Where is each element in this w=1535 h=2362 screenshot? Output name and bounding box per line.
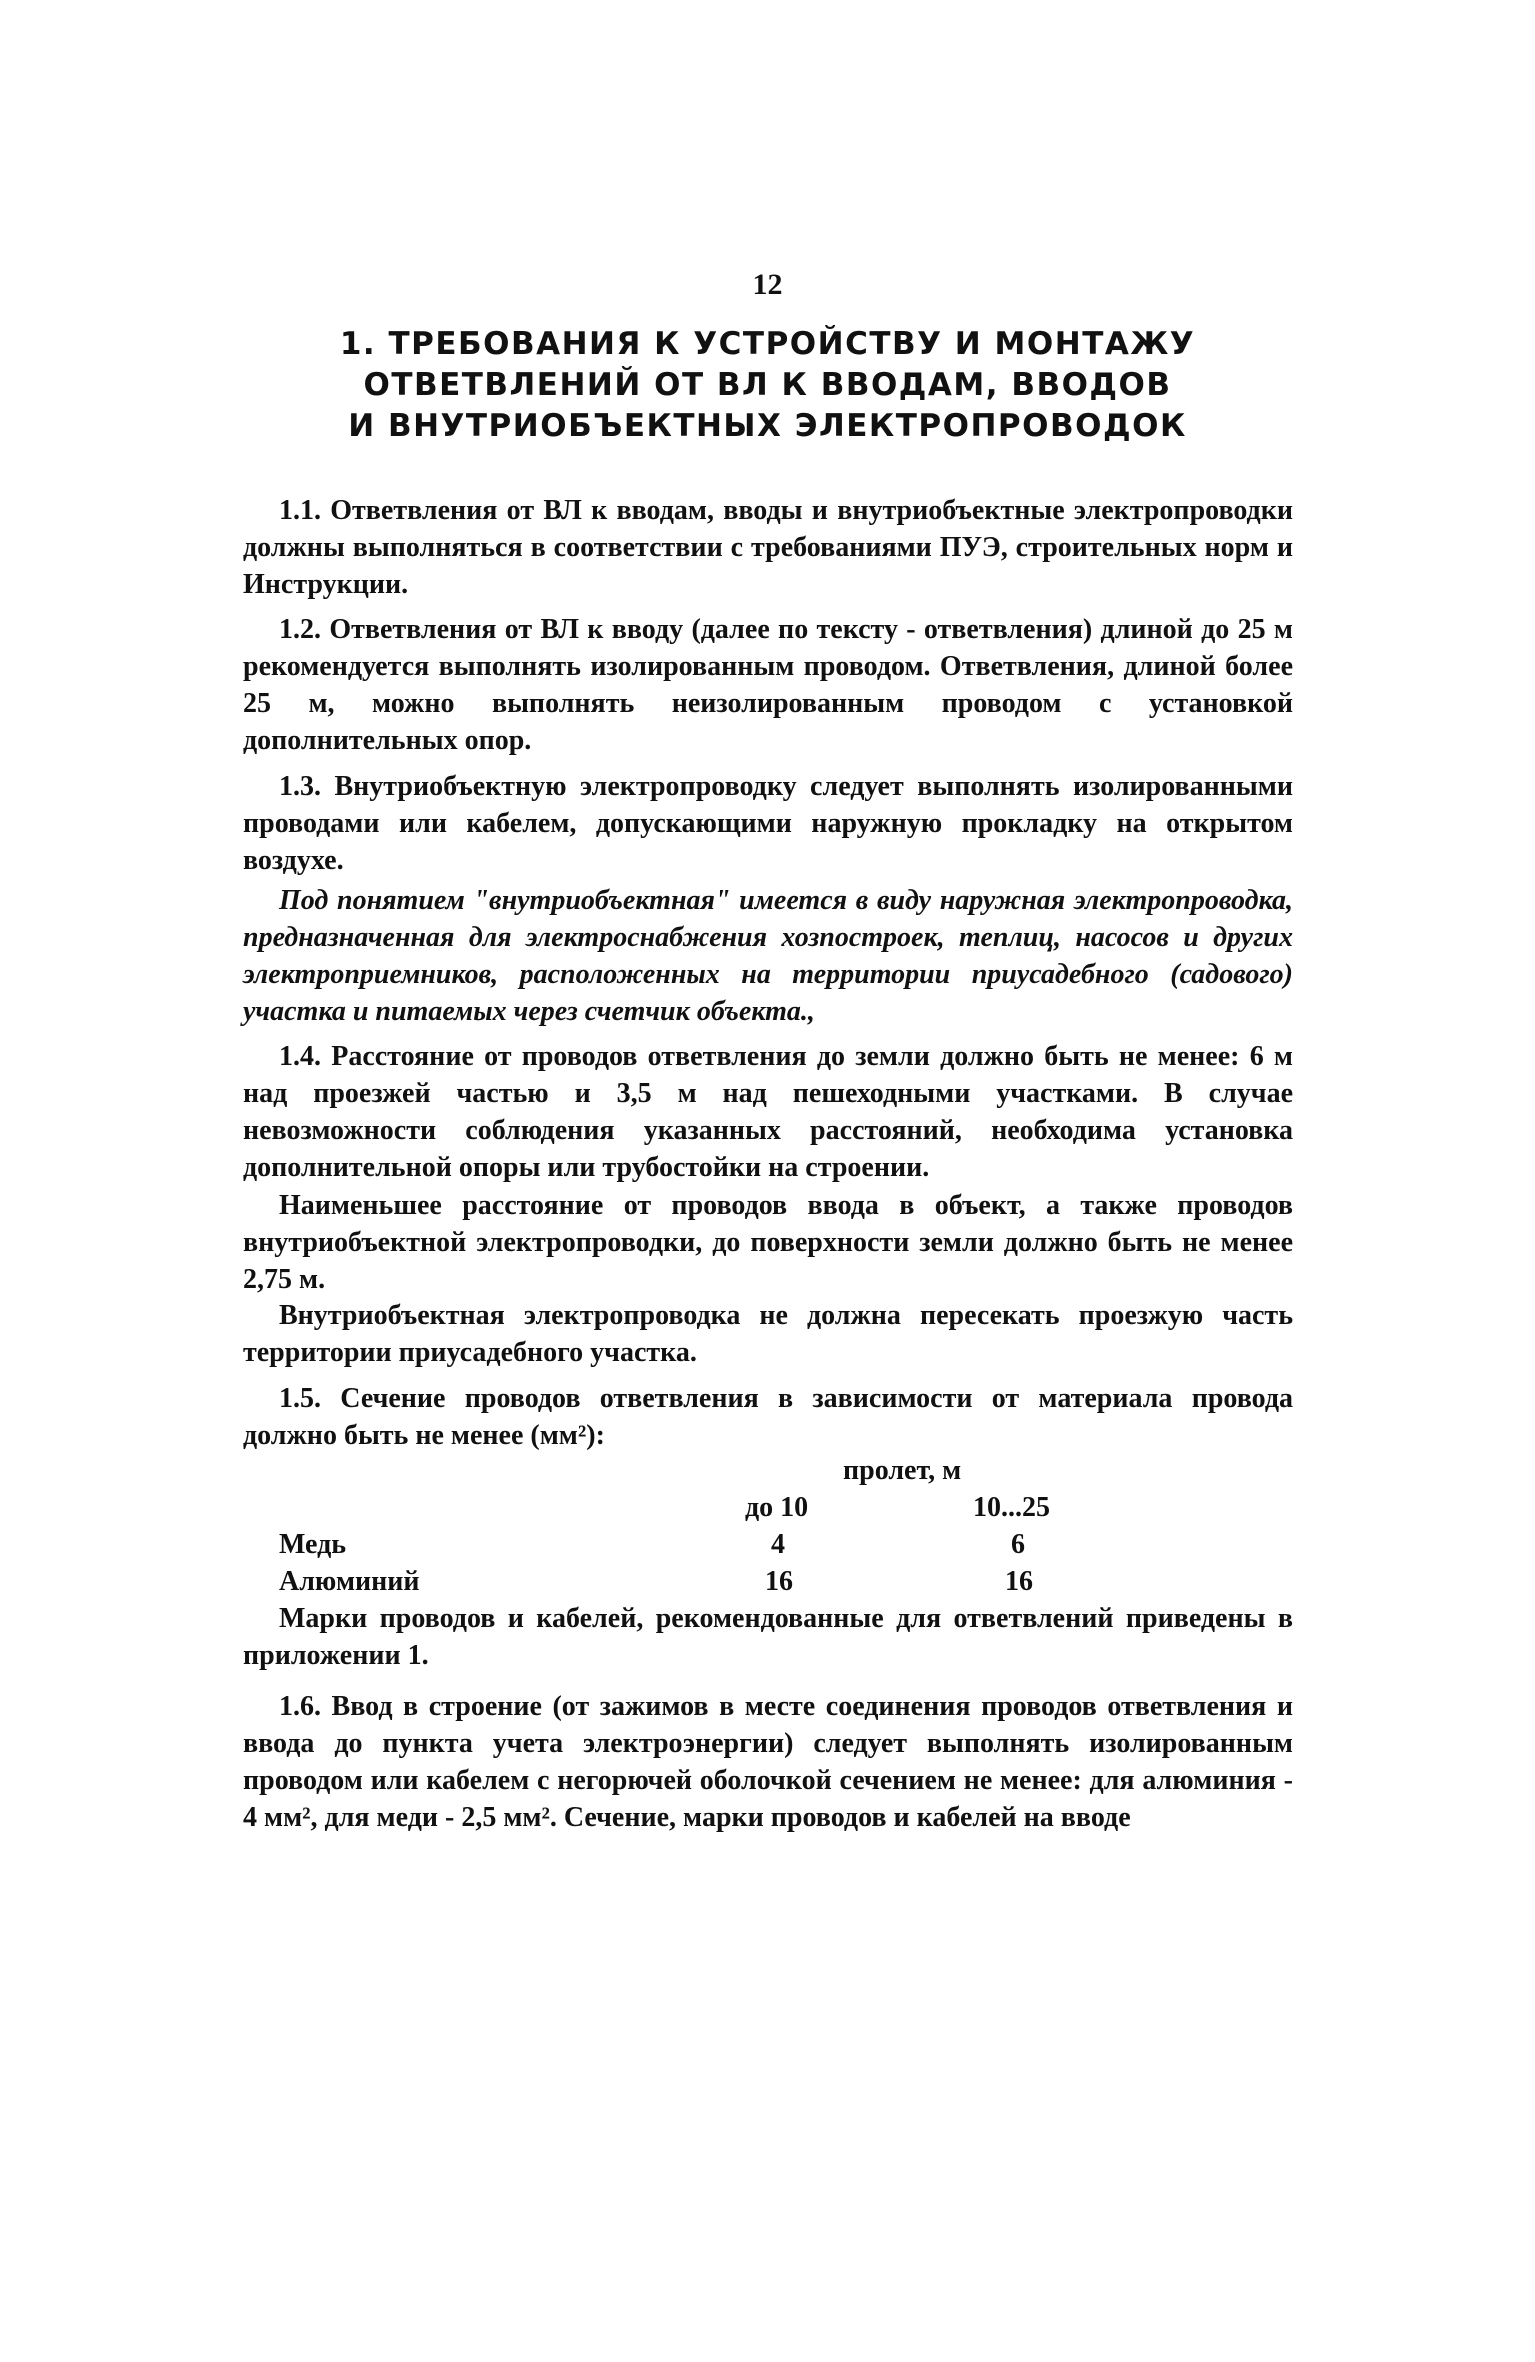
paragraph-1-5-after: Марки проводов и кабелей, рекомендованные для ответвлений приведены в приложении 1.: [243, 1603, 1293, 1671]
paragraph-1-2: 1.2. Ответвления от ВЛ к вводу (далее по тексту - ответвления) длиной до 25 м рекомендуется выполнять изолированным проводом. Ответвления, длиной более 25 м, можно выполнять неизолированным проводом с установкой дополнительных опор.: [243, 614, 1293, 756]
table-col-header-1: до 10: [745, 1492, 809, 1523]
table-row-value-1: 4: [771, 1529, 785, 1560]
heading-line-2: ОТВЕТВЛЕНИЙ ОТ ВЛ К ВВОДАМ, ВВОДОВ: [363, 367, 1172, 403]
table-row-material: Алюминий: [279, 1566, 420, 1597]
heading-line-1: 1. ТРЕБОВАНИЯ К УСТРОЙСТВУ И МОНТАЖУ: [339, 326, 1196, 362]
heading-line-3: И ВНУТРИОБЪЕКТНЫХ ЭЛЕКТРОПРОВОДОК: [348, 408, 1187, 444]
table-span-header: пролет, м: [843, 1455, 962, 1486]
table-row-material: Медь: [279, 1529, 347, 1560]
paragraph-1-4-c: Внутриобъектная электропроводка не должна пересекать проезжую часть территории приусадебного участка.: [243, 1300, 1293, 1368]
table-row-value-2: 6: [1011, 1529, 1025, 1560]
paragraph-1-5: 1.5. Сечение проводов ответвления в зависимости от материала провода должно быть не менее (мм²):: [243, 1383, 1293, 1451]
cross-section-table: [243, 1452, 1293, 1602]
paragraph-1-1: 1.1. Ответвления от ВЛ к вводам, вводы и внутриобъектные электропроводки должны выполняться в соответствии с требованиями ПУЭ, строительных норм и Инструкции.: [243, 495, 1293, 600]
paragraph-1-6: 1.6. Ввод в строение (от зажимов в месте соединения проводов ответвления и ввода до пункта учета электроэнергии) следует выполнять изолированным проводом или кабелем с негорючей оболочкой сечением не менее: для алюминия - 4 мм², для меди - 2,5 мм². Сечение, марки проводов и кабелей на вводе: [243, 1691, 1293, 1833]
page-number: 12: [752, 268, 783, 301]
section-heading: [220, 324, 1315, 447]
paragraph-1-3: 1.3. Внутриобъектную электропроводку следует выполнять изолированными проводами или кабелем, допускающими наружную прокладку на открытом воздухе.: [243, 771, 1293, 876]
paragraph-1-4-b: Наименьшее расстояние от проводов ввода в объект, а также проводов внутриобъектной электропроводки, до поверхности земли должно быть не менее 2,75 м.: [243, 1190, 1293, 1295]
paragraph-1-3-note: Под понятием "внутриобъектная" имеется в виду наружная электропроводка, предназначенная для электроснабжения хозпостроек, теплиц, насосов и других электроприемников, расположенных на территории приусадебного (садового) участка и питаемых через счетчик объекта.,: [243, 885, 1293, 1027]
table-row-value-2: 16: [1005, 1566, 1033, 1597]
table-col-header-2: 10...25: [973, 1492, 1050, 1523]
paragraph-1-4: 1.4. Расстояние от проводов ответвления до земли должно быть не менее: 6 м над проезжей частью и 3,5 м над пешеходными участками. В случае невозможности соблюдения указанных расстояний, необходима установка дополнительной опоры или трубостойки на строении.: [243, 1041, 1293, 1183]
table-row-value-1: 16: [765, 1566, 793, 1597]
